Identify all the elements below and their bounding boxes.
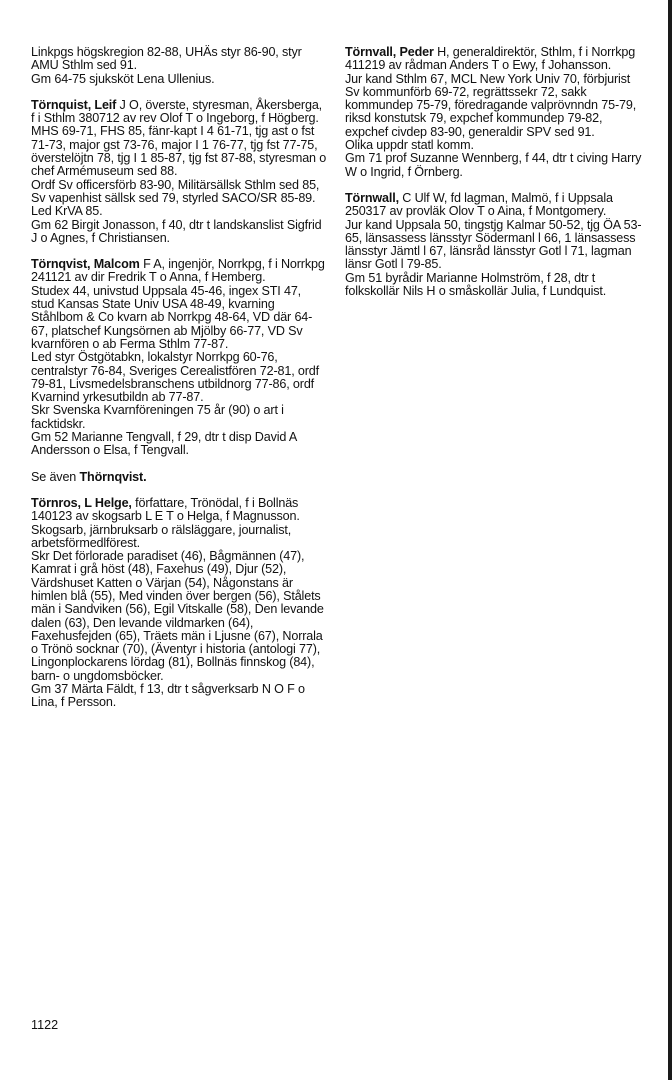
entry-name: Törnqvist, Malcom <box>31 257 140 272</box>
entry-heading-text: C Ulf W, fd lagman, Malmö, f i Uppsala 250317 av provläk Olov T o Aina, f Montgomery. <box>345 190 613 219</box>
entry-paragraph: Skr Svenska Kvarnföreningen 75 år (90) o art i facktidskr. <box>31 403 284 431</box>
entry-name: Törnvall, Peder <box>345 45 434 59</box>
entry-paragraph: Skogsarb, järnbruksarb o rälsläggare, journalist, arbetsförmedlförest. <box>31 522 292 550</box>
entry-heading <box>31 497 327 524</box>
entry-paragraph: Olika uppdr statl komm. <box>345 138 474 153</box>
entry-paragraph: Gm 62 Birgit Jonasson, f 40, dtr t landskanslist Sigfrid J o Agnes, f Christiansen. <box>31 217 322 245</box>
entry-paragraph: Gm 51 byrådir Marianne Holmström, f 28, dtr t folkskollär Nils H o småskollär Julia, f Lundquist. <box>345 270 607 299</box>
entry-heading <box>31 99 327 126</box>
see-also-name: Thörnqvist. <box>79 469 147 484</box>
entry-tornvall-peder <box>345 46 645 179</box>
page-number: 1122 <box>31 1018 59 1032</box>
entry-tornqvist-malcom <box>31 258 327 457</box>
entry-paragraph: Ordf Sv officersförb 83-90, Militärsällsk Sthlm sed 85, Sv vapenhist sällsk sed 79, styrled SACO/SR 85-89. <box>31 177 320 205</box>
entry-paragraph: Studex 44, univstud Uppsala 45-46, ingex STI 47, stud Kansas State Univ USA 48-49, kvarning Ståhlbom & Co kvarn ab Norrkpg 48-64, VD där 64-67, platschef Kungsörnen ab Mjölby 66-77, VD Sv kvarnfören o ab Ferma Sthlm 77-87. <box>31 283 313 351</box>
entry-paragraph: Jur kand Sthlm 67, MCL New York Univ 70, förbjurist Sv kommunförb 69-72, regrättssekr 72, sakk kommundep 75-79, föredragande valprövnndn 75-79, riksd konstutsk 79, expchef kommundep 79-82, expchef civdep 83-90, generaldir SPV sed 91. <box>345 71 637 139</box>
entry-paragraph: Linkpgs högskregion 82-88, UHÄs styr 86-90, styr AMU Sthlm sed 91. <box>31 45 302 73</box>
entry-name: Törnwall, <box>345 190 399 205</box>
entry-heading-text: F A, ingenjör, Norrkpg, f i Norrkpg 241121 av dir Fredrik T o Anna, f Hemberg. <box>31 257 325 285</box>
entry-tornros-helge <box>31 497 327 710</box>
entry-paragraph: Gm 52 Marianne Tengvall, f 29, dtr t disp David A Andersson o Elsa, f Tengvall. <box>31 430 297 458</box>
page-edge <box>668 0 672 1080</box>
entry-paragraph: Led KrVA 85. <box>31 204 103 219</box>
entry-paragraph: Led styr Östgötabkn, lokalstyr Norrkpg 60-76, centralstyr 76-84, Sveriges Cerealistfören 72-81, ordf 79-81, Livsmedelsbranschens utbildnorg 77-86, ordf Kvarnind yrkesutbildn ab 77-87. <box>31 350 319 405</box>
entry-tornwall-ulf <box>345 192 645 298</box>
entry-heading-text: J O, överste, styresman, Åkersberga, f i Sthlm 380712 av rev Olof T o Ingeborg, f Högberg. <box>31 97 323 126</box>
entry-name: Törnros, L Helge, <box>31 495 132 510</box>
entry-paragraph: Skr Det förlorade paradiset (46), Bågmännen (47), Kamrat i grå höst (48), Faxehus (49), Djur (52), Värdshuset Katten o Värjan (54), Någonstans är himlen blå (55), Med vinden över bergen (56), Stålets män i Sandviken (56), Egil Vitskalle (58), Den levande dalen (63), Den levande vildmarken (64), Faxehusfejden (65), Träets män i Ljusne (67), Norrala o Trönö socknar (70), (Äventyr i historia (antologi 77), Lingonplockarens lördag (81), Bollnäs finnskog (84), barn- o ungdomsböcker. <box>31 549 324 683</box>
entry-heading <box>345 46 645 73</box>
see-also-prefix: Se även <box>31 469 80 484</box>
left-column <box>31 46 327 723</box>
entry-heading <box>31 258 327 285</box>
entry-paragraph: Gm 64-75 sjuksköt Lena Ullenius. <box>31 71 215 86</box>
see-also-reference <box>31 471 327 484</box>
entry-paragraph: Jur kand Uppsala 50, tingstjg Kalmar 50-52, tjg ÖA 53-65, länsassess länsstyr Södermanl l 66, 1 länsassess länsstyr Jämtl l 67, länsråd länsstyr Gotl l 71, lagman länsr Gotl l 79-85. <box>345 217 642 272</box>
entry-heading-text: författare, Trönödal, f i Bollnäs 140123 av skogsarb L E T o Helga, f Magnusson. <box>31 495 300 524</box>
right-column <box>345 46 645 311</box>
entry-name: Törnquist, Leif <box>31 97 117 112</box>
continued-entry <box>31 46 327 86</box>
entry-paragraph: MHS 69-71, FHS 85, fänr-kapt I 4 61-71, tjg ast o fst 71-73, major gst 73-76, major I 1 76-77, tjg fst 77-75, överstelöjtn 78, tjg I 1 85-87, tjg fst 87-88, styresman o chef Armémuseum sed 88. <box>31 124 327 179</box>
entry-tornquist-leif <box>31 99 327 245</box>
entry-paragraph: Gm 71 prof Suzanne Wennberg, f 44, dtr t civing Harry W o Ingrid, f Örnberg. <box>345 151 642 179</box>
entry-paragraph: Gm 37 Märta Fäldt, f 13, dtr t sågverksarb N O F o Lina, f Persson. <box>31 682 305 710</box>
entry-heading-text: H, generaldirektör, Sthlm, f i Norrkpg 411219 av rådman Anders T o Ewy, f Johansson. <box>345 45 636 73</box>
entry-heading <box>345 192 645 219</box>
